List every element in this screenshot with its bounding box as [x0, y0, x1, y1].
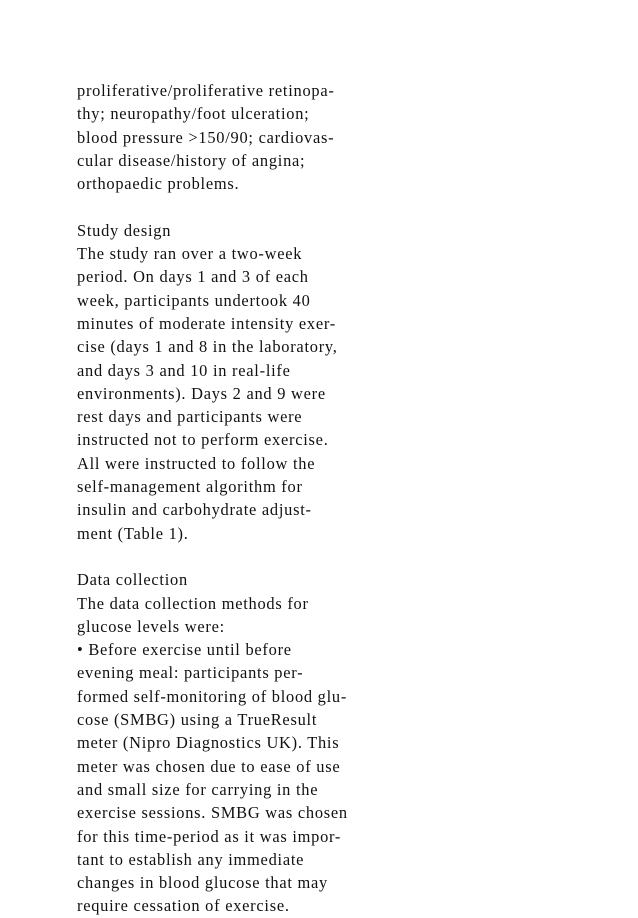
study-design-line: period. On days 1 and 3 of each [77, 267, 309, 287]
intro-paragraph [77, 79, 597, 195]
study-design-line: instructed not to perform exercise. [77, 430, 329, 450]
data-collection-line: glucose levels were: [77, 616, 225, 636]
intro-line: cular disease/history of angina; [77, 150, 306, 170]
study-design-line: insulin and carbohydrate adjust- [77, 500, 312, 520]
document-text [77, 79, 597, 918]
paragraph-spacer [77, 195, 597, 218]
data-collection-line: tant to establish any immediate [77, 849, 305, 869]
data-collection-line: meter (Nipro Diagnostics UK). This [77, 733, 340, 753]
study-design-line: self-management algorithm for [77, 477, 303, 497]
paragraph-spacer [77, 545, 597, 568]
section-heading-data-collection: Data collection [77, 570, 188, 590]
intro-line: blood pressure >150/90; cardiovas- [77, 127, 335, 147]
study-design-line: All were instructed to follow the [77, 453, 316, 473]
study-design-line: rest days and participants were [77, 407, 303, 427]
study-design-line: ment (Table 1). [77, 523, 189, 543]
data-collection-line: formed self-monitoring of blood glu- [77, 686, 348, 706]
data-collection-line: The data collection methods for [77, 593, 309, 613]
data-collection-line: require cessation of exercise. [77, 896, 290, 916]
study-design-line: week, participants undertook 40 [77, 290, 311, 310]
data-collection-section [77, 568, 597, 917]
data-collection-line: evening meal: participants per- [77, 663, 304, 683]
section-heading-study-design: Study design [77, 220, 172, 240]
study-design-section [77, 219, 597, 545]
data-collection-line: for this time-period as it was impor- [77, 826, 342, 846]
study-design-line: minutes of moderate intensity exer- [77, 313, 336, 333]
intro-line: proliferative/proliferative retinopa- [77, 81, 335, 100]
intro-line: orthopaedic problems. [77, 174, 240, 194]
study-design-line: cise (days 1 and 8 in the laboratory, [77, 337, 338, 357]
data-collection-bullet-line: • Before exercise until before [77, 640, 292, 660]
data-collection-line: exercise sessions. SMBG was chosen [77, 803, 348, 823]
data-collection-line: and small size for carrying in the [77, 779, 319, 799]
data-collection-line: changes in blood glucose that may [77, 873, 328, 893]
data-collection-line: meter was chosen due to ease of use [77, 756, 341, 776]
data-collection-line: cose (SMBG) using a TrueResult [77, 710, 318, 730]
intro-line: thy; neuropathy/foot ulceration; [77, 104, 310, 124]
study-design-line: environments). Days 2 and 9 were [77, 383, 326, 403]
study-design-line: and days 3 and 10 in real-life [77, 360, 291, 380]
study-design-line: The study ran over a two-week [77, 244, 303, 264]
